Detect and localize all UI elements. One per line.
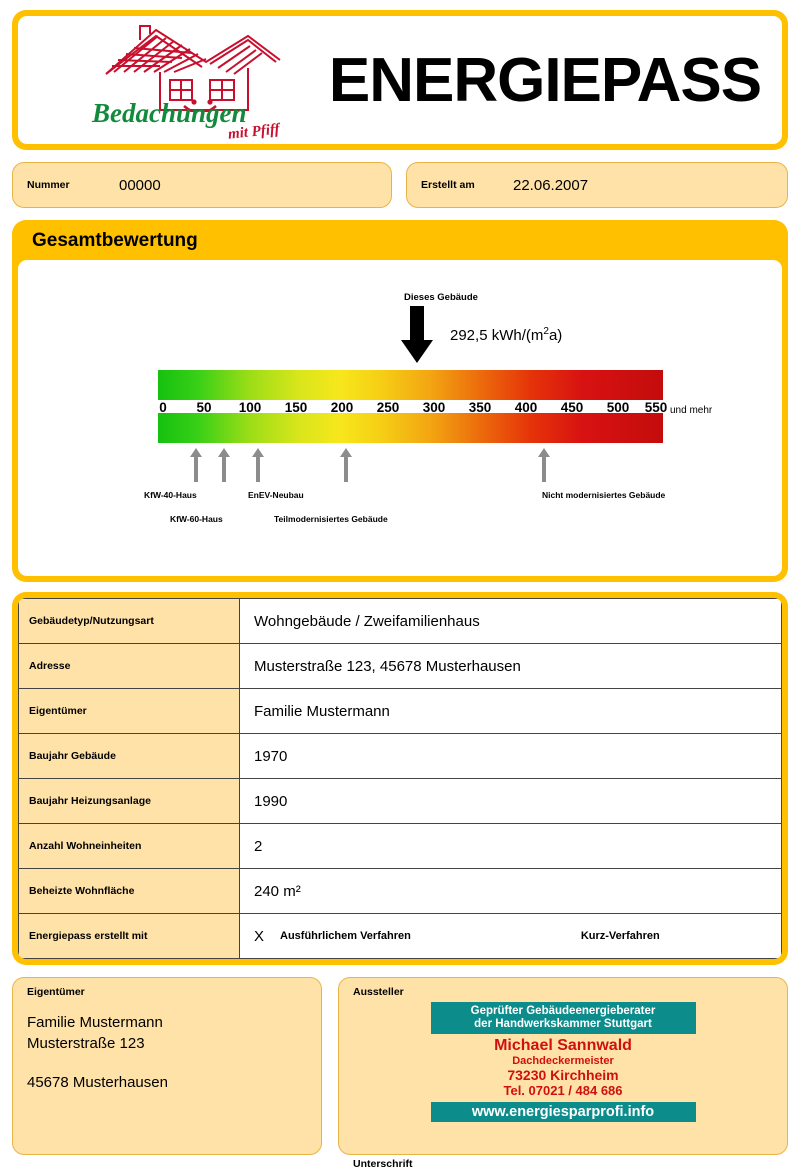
owner-label: Eigentümer (27, 986, 85, 998)
row-value: 240 m² (240, 869, 782, 914)
row-label: Eigentümer (19, 689, 240, 734)
rating-title: Gesamtbewertung (32, 230, 198, 251)
tick-label: 400 (514, 400, 538, 415)
scale-bar-upper (158, 370, 663, 400)
overall-rating-panel (12, 220, 788, 582)
scale-bar-lower (158, 413, 663, 443)
owner-box (12, 977, 322, 1155)
row-label: Gebäudetyp/Nutzungsart (19, 599, 240, 644)
signature-label: Unterschrift (353, 1158, 413, 1170)
issuer-certification-line1: Geprüfter Gebäudeenergieberater (470, 1005, 656, 1017)
method-checkmark: X (254, 927, 265, 945)
row-value: Wohngebäude / Zweifamilienhaus (240, 599, 782, 644)
tick-label: 300 (422, 400, 446, 415)
issuer-name: Michael Sannwald (494, 1037, 632, 1054)
row-value: 1990 (240, 779, 782, 824)
company-logo (18, 16, 318, 144)
row-label: Beheizte Wohnfläche (19, 869, 240, 914)
tick-label: 450 (560, 400, 584, 415)
row-label: Baujahr Gebäude (19, 734, 240, 779)
method-option-detailed[interactable]: Ausführlichem Verfahren (280, 930, 411, 942)
reference-arrow-icon (252, 448, 264, 482)
reference-arrow-icon (340, 448, 352, 482)
reference-arrow-icon (190, 448, 202, 482)
table-row (19, 824, 782, 869)
reference-label: KfW-60-Haus (170, 514, 223, 524)
document-footer (12, 977, 788, 1170)
reference-label: KfW-40-Haus (144, 490, 197, 500)
page-title: ENERGIEPASS (328, 45, 762, 115)
building-marker-arrow-icon (400, 306, 434, 364)
row-value: Familie Mustermann (240, 689, 782, 734)
tick-label: 50 (196, 400, 212, 415)
reference-label: Nicht modernisiertes Gebäude (542, 490, 666, 500)
row-value: 2 (240, 824, 782, 869)
issuer-phone: Tel. 07021 / 484 686 (503, 1083, 623, 1098)
table-row (19, 689, 782, 734)
row-value: 1970 (240, 734, 782, 779)
table-row (19, 644, 782, 689)
number-field (12, 162, 392, 208)
document-header (12, 10, 788, 150)
owner-street: Musterstraße 123 (27, 1035, 145, 1052)
row-label: Anzahl Wohneinheiten (19, 824, 240, 869)
building-data-table (18, 598, 782, 959)
created-label: Erstellt am (421, 179, 475, 191)
created-value: 22.06.2007 (513, 176, 589, 194)
logo-company-name: Bedachungen (92, 98, 247, 128)
owner-name: Familie Mustermann (27, 1014, 163, 1031)
building-data-panel (12, 592, 788, 965)
tick-label: 150 (284, 400, 308, 415)
issuer-certification (431, 1002, 696, 1034)
tick-label: 500 (606, 400, 630, 415)
issuer-label: Aussteller (353, 986, 404, 998)
table-row (19, 599, 782, 644)
issuer-city: 73230 Kirchheim (507, 1067, 619, 1083)
logo-slogan: mit Pfiff (227, 121, 281, 143)
building-energy-value: 292,5 kWh/$(m^2a)$ (450, 326, 563, 344)
issuer-box (338, 977, 788, 1170)
meta-row (12, 162, 788, 208)
tick-label: 250 (376, 400, 400, 415)
reference-arrow-icon (538, 448, 550, 482)
owner-city: 45678 Musterhausen (27, 1074, 168, 1091)
issuer-role: Dachdeckermeister (512, 1055, 614, 1067)
table-row-method (19, 914, 782, 959)
table-row (19, 779, 782, 824)
created-field (406, 162, 788, 208)
row-value: Musterstraße 123, 45678 Musterhausen (240, 644, 782, 689)
tick-label: 550 (644, 400, 668, 415)
row-label: Baujahr Heizungsanlage (19, 779, 240, 824)
issuer-stamp (431, 1002, 696, 1122)
reference-label: EnEV-Neubau (248, 490, 304, 500)
header-inner (18, 16, 782, 144)
issuer-website[interactable]: www.energiesparprofi.info (431, 1102, 696, 1122)
table-row (19, 734, 782, 779)
method-value (240, 914, 782, 959)
tick-label: 350 (468, 400, 492, 415)
reference-label: Teilmodernisiertes Gebäude (274, 514, 388, 524)
method-option-short[interactable]: Kurz-Verfahren (580, 930, 660, 942)
reference-arrow-icon (218, 448, 230, 482)
row-label: Adresse (19, 644, 240, 689)
number-value: 00000 (119, 176, 161, 194)
tick-label: 0 (159, 400, 167, 415)
building-marker-label: Dieses Gebäude (404, 292, 478, 303)
tick-label: 200 (330, 400, 354, 415)
table-row (19, 869, 782, 914)
issuer-certification-line2: der Handwerkskammer Stuttgart (474, 1018, 652, 1030)
energy-scale-chart (18, 260, 782, 576)
scale-overflow-note: und mehr (670, 405, 713, 416)
number-label: Nummer (27, 179, 70, 191)
method-label: Energiepass erstellt mit (19, 914, 240, 959)
tick-label: 100 (238, 400, 262, 415)
